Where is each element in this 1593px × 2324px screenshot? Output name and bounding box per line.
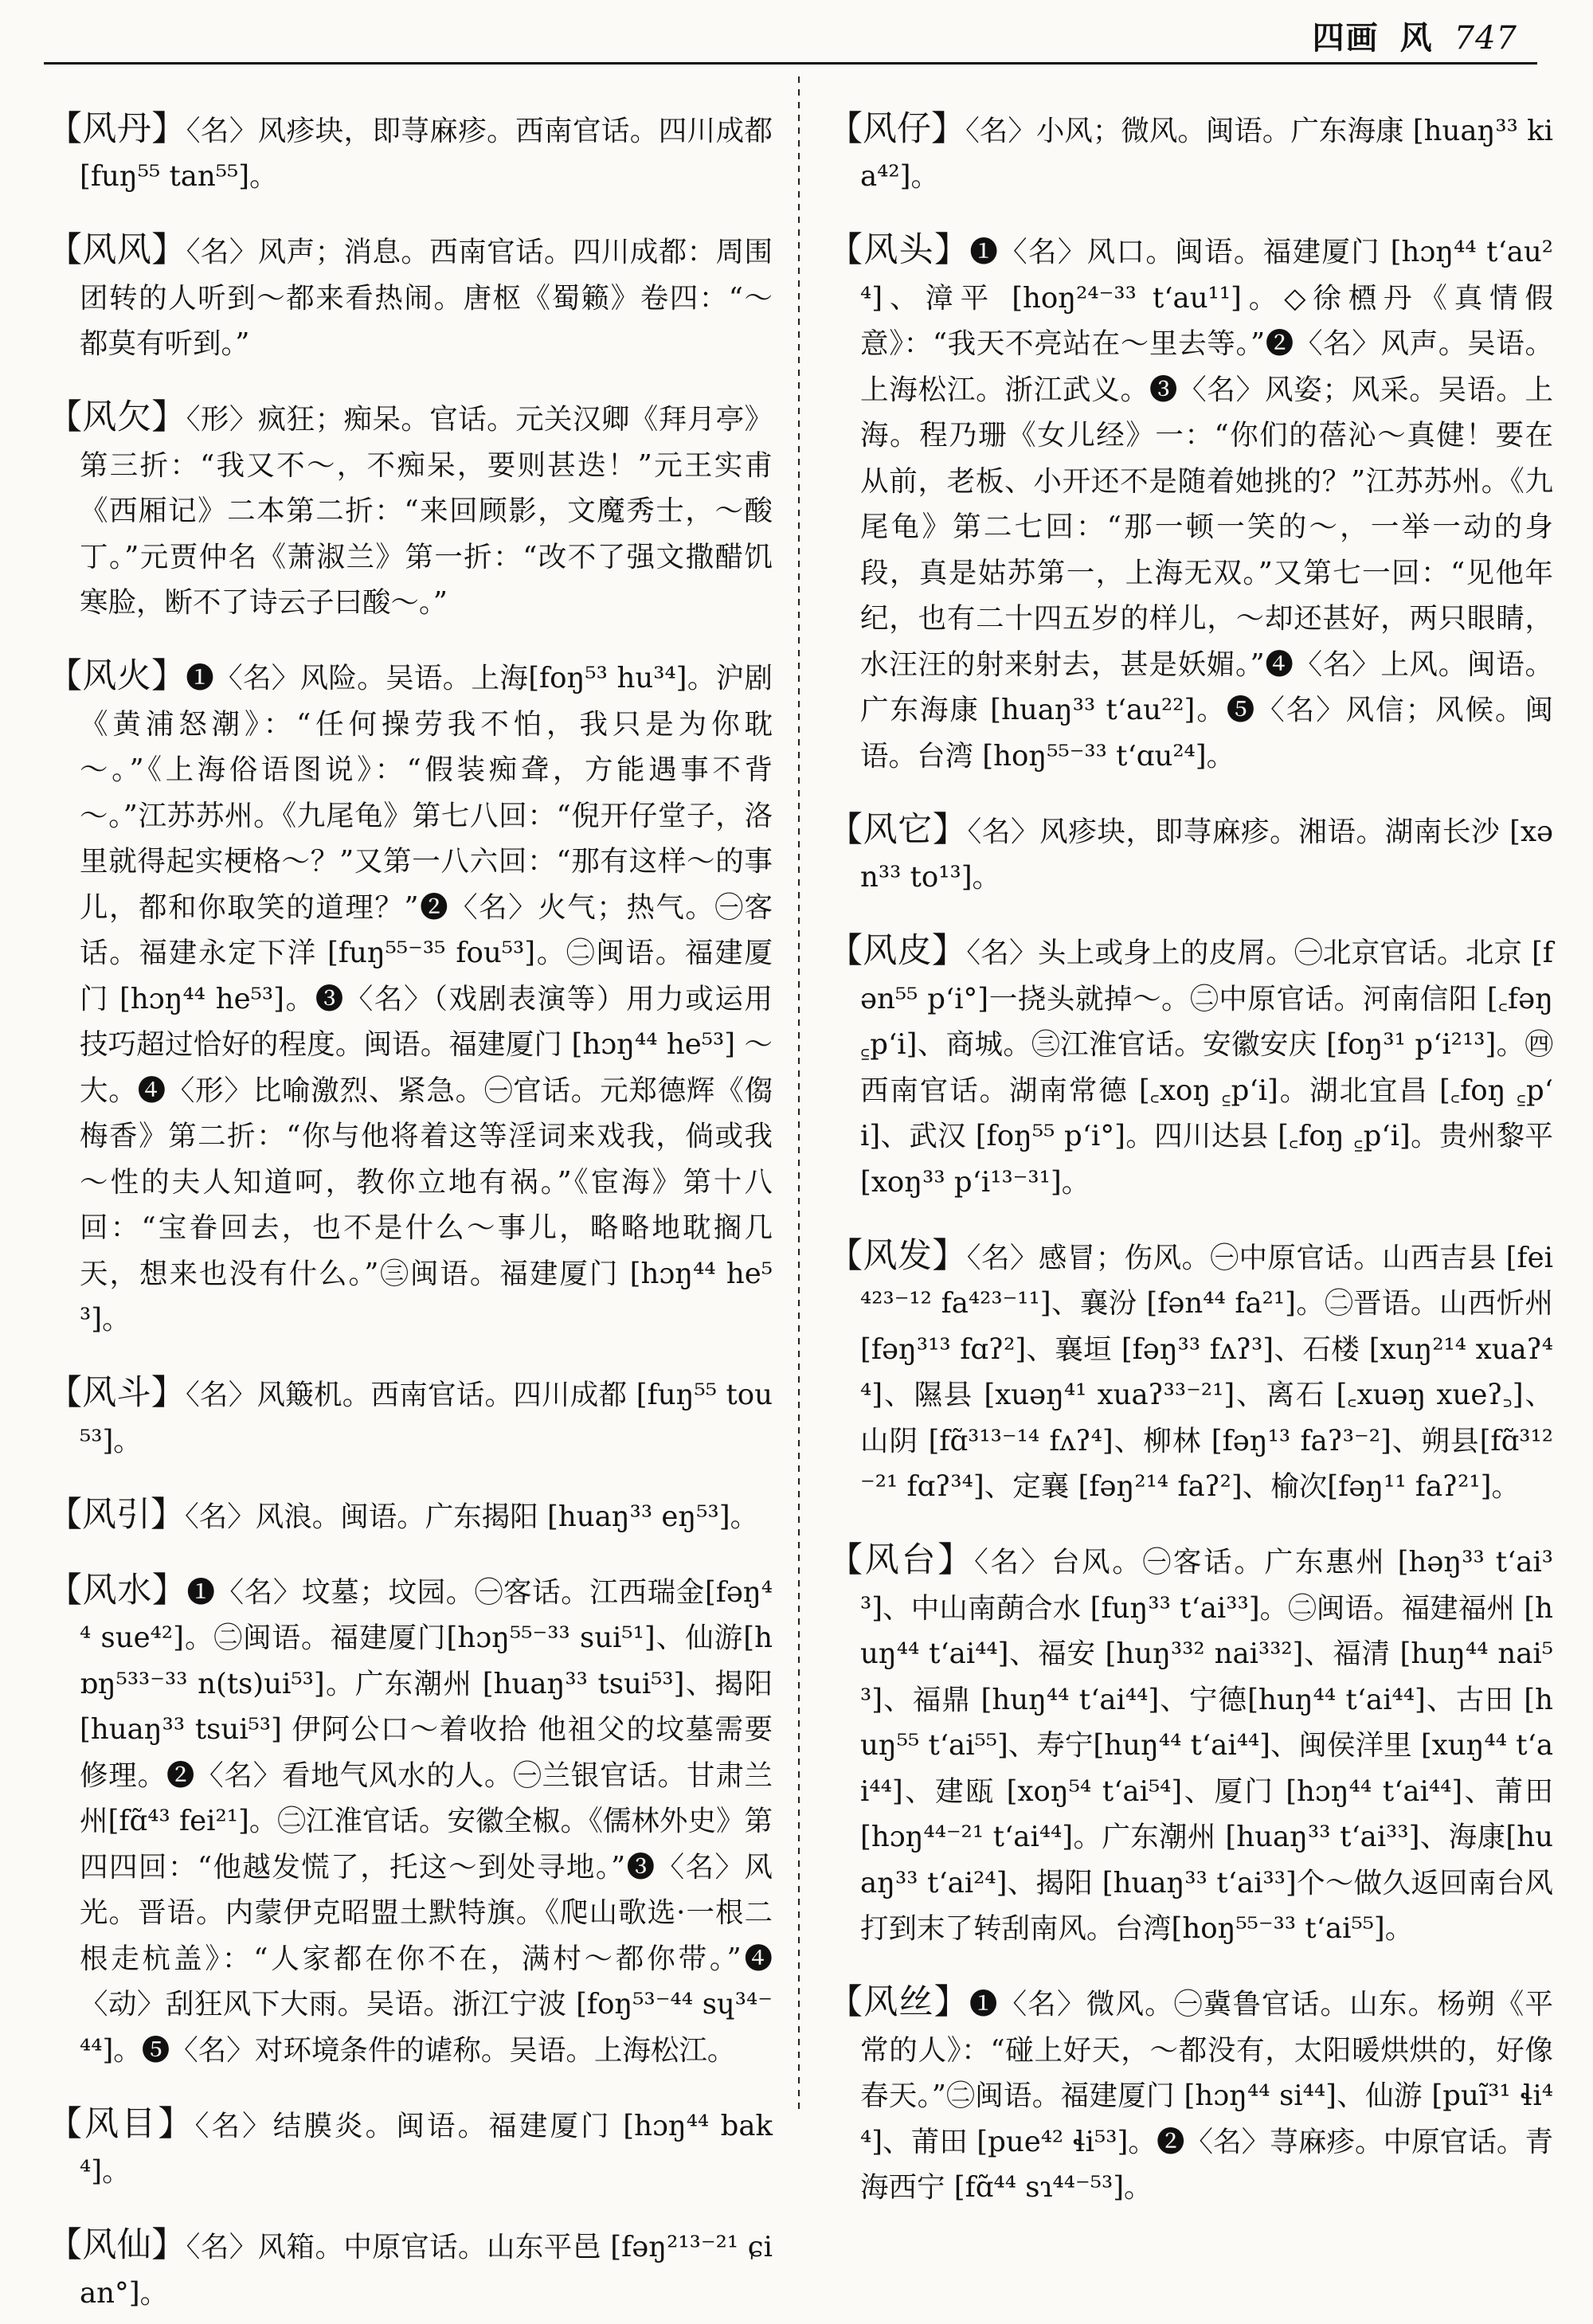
entry-headword: 【风欠】 <box>48 397 186 437</box>
dictionary-entry <box>48 1568 773 2074</box>
entry-text: 〈名〉小风；微风。闽语。广东海康 [huaŋ³³ kia⁴²]。 <box>860 114 1553 193</box>
dictionary-entry <box>828 1980 1553 2211</box>
running-head <box>1313 13 1517 58</box>
head-character: 风 <box>1399 19 1434 57</box>
entry-headword: 【风发】 <box>828 1235 967 1276</box>
left-column <box>48 78 773 2324</box>
entry-headword: 【风丝】 <box>828 1982 969 2022</box>
entry-text: 〈名〉风疹块，即荨麻疹。西南官话。四川成都 [fuŋ⁵⁵ tan⁵⁵]。 <box>80 114 773 193</box>
page-number: 747 <box>1454 20 1517 57</box>
dictionary-entry <box>828 1234 1553 1510</box>
dictionary-entry <box>48 1371 773 1464</box>
dictionary-entry <box>48 1493 773 1540</box>
dictionary-entry <box>828 929 1553 1205</box>
entry-headword: 【风风】 <box>48 230 186 270</box>
entry-text: 〈名〉风簸机。西南官话。四川成都 [fuŋ⁵⁵ tou⁵³]。 <box>80 1379 773 1457</box>
entry-text: 〈名〉头上或身上的皮屑。㊀北京官话。北京 [fən⁵⁵ pʻi°]一挠头就掉～。㊁中原官话。河南信阳 [꜀fəŋ ꜁pʻi]、商城。㊂江淮官话。安徽安庆 [foŋ³¹ pʻi²¹³]。㊃西南官话。湖南常德 [꜀xoŋ ꜁pʻi]。湖北宜昌 [꜀foŋ ꜁pʻi]、武汉 [foŋ⁵⁵ pʻi°]。四川达县 [꜀foŋ ꜁pʻi]。贵州黎平 [xoŋ³³ pʻi¹³⁻³¹]。 <box>860 937 1554 1199</box>
entry-headword: 【风斗】 <box>48 1373 186 1413</box>
dictionary-entry <box>828 808 1553 901</box>
entry-text: 〈名〉风声；消息。西南官话。四川成都：周围团转的人听到～都来看热闹。唐枢《蜀籁》卷四：“～都莫有听到。” <box>80 236 773 360</box>
entry-text: ❶〈名〉风险。吴语。上海[foŋ⁵³ hu³⁴]。沪剧《黄浦怒潮》：“任何操劳我不怕，我只是为你耽～。”《上海俗语图说》：“假装痴聋，方能遇事不背～。”江苏苏州。《九尾龟》第七八回：“倪开仔堂子，洛里就得起实梗格～？”又第一八六回：“那有这样～的事儿，都和你取笑的道理？”❷〈名〉火气；热气。㊀客话。福建永定下洋 [fuŋ⁵⁵⁻³⁵ fou⁵³]。㊁闽语。福建厦门 [hɔŋ⁴⁴ he⁵³]。❸〈名〉（戏剧表演等）用力或运用技巧超过恰好的程度。闽语。福建厦门 [hɔŋ⁴⁴ he⁵³] ～大。❹〈形〉比喻激烈、紧急。㊀官话。元郑德辉《㑳梅香》第二折：“你与他将着这等淫词来戏我，倘或我～性的夫人知道呵，教你立地有祸。”《宦海》第十八回：“宝眷回去，也不是什么～事儿，略略地耽搁几天，想来也没有什么。”㊂闽语。福建厦门 [hɔŋ⁴⁴ he⁵³]。 <box>80 662 773 1336</box>
entry-text: ❶〈名〉微风。㊀冀鲁官话。山东。杨朔《平常的人》：“碰上好天，～都没有，太阳暖烘烘的，好像春天。”㊁闽语。福建厦门 [hɔŋ⁴⁴ si⁴⁴]、仙游 [puĩ³¹ ɬi⁴⁴]、莆田 [pue⁴² ɬi⁵³]。❷〈名〉荨麻疹。中原官话。青海西宁 [fɑ̃⁴⁴ sɿ⁴⁴⁻⁵³]。 <box>860 1988 1553 2204</box>
dictionary-entry <box>828 107 1553 200</box>
entry-headword: 【风台】 <box>828 1540 974 1580</box>
dictionary-entry <box>48 395 773 626</box>
entry-headword: 【风水】 <box>48 1570 187 1610</box>
entry-headword: 【风它】 <box>828 809 968 850</box>
header-rule <box>44 62 1537 65</box>
entry-text: 〈名〉感冒；伤风。㊀中原官话。山西吉县 [fei⁴²³⁻¹² fa⁴²³⁻¹¹]、襄汾 [fən⁴⁴ fa²¹]。㊁晋语。山西忻州 [fəŋ³¹³ fɑʔ²]、襄垣 [fəŋ³³ fʌʔ³]、石楼 [xuŋ²¹⁴ xuaʔ⁴⁴]、隰县 [xuəŋ⁴¹ xuaʔ³³⁻²¹]、离石 [꜀xuəŋ xueʔ꜆]、山阴 [fɑ̃³¹³⁻¹⁴ fʌʔ⁴]、柳林 [fəŋ¹³ faʔ³⁻²]、朔县[fɑ̃³¹²⁻²¹ fɑʔ³⁴]、定襄 [fəŋ²¹⁴ faʔ²]、榆次[fəŋ¹¹ faʔ²¹]。 <box>860 1241 1554 1503</box>
dictionary-entry <box>48 228 773 367</box>
entry-headword: 【风目】 <box>48 2103 195 2144</box>
entry-text: 〈名〉台风。㊀客话。广东惠州 [həŋ³³ tʻai³³]、中山南蓢合水 [fuŋ³³ tʻai³³]。㊁闽语。福建福州 [huŋ⁴⁴ tʻai⁴⁴]、福安 [huŋ³³² nai³³²]、福清 [huŋ⁴⁴ nai⁵³]、福鼎 [huŋ⁴⁴ tʻai⁴⁴]、宁德[huŋ⁴⁴ tʻai⁴⁴]、古田 [huŋ⁵⁵ tʻai⁵⁵]、寿宁[huŋ⁴⁴ tʻai⁴⁴]、闽侯洋里 [xuŋ⁴⁴ tʻai⁴⁴]、建瓯 [xoŋ⁵⁴ tʻai⁵⁴]、厦门 [hɔŋ⁴⁴ tʻai⁴⁴]、莆田 [hɔŋ⁴⁴⁻²¹ tʻai⁴⁴]。广东潮州 [huaŋ³³ tʻai³³]、海康[huaŋ³³ tʻai²⁴]、揭阳 [huaŋ³³ tʻai³³]个～做久返回南台风打到末了转刮南风。台湾[hoŋ⁵⁵⁻³³ tʻai⁵⁵]。 <box>860 1546 1553 1945</box>
entry-headword: 【风火】 <box>48 656 186 696</box>
entry-headword: 【风丹】 <box>48 108 186 149</box>
entry-text: 〈形〉疯狂；痴呆。官话。元关汉卿《拜月亭》第三折：“我又不～，不痴呆，要则甚迭！”元王实甫《西厢记》二本第二折：“来回顾影，文魔秀士，～酸丁。”元贾仲名《萧淑兰》第一折：“改不了强文撒醋饥寒脸，断不了诗云子曰酸～。” <box>80 403 773 619</box>
dictionary-entry <box>828 1538 1553 1952</box>
entry-text: 〈名〉结膜炎。闽语。福建厦门 [hɔŋ⁴⁴ bak⁴]。 <box>80 2109 773 2188</box>
entry-text: 〈名〉风箱。中原官话。山东平邑 [fəŋ²¹³⁻²¹ ɕian°]。 <box>80 2231 773 2310</box>
entry-headword: 【风皮】 <box>828 931 967 971</box>
entry-headword: 【风仔】 <box>828 108 966 149</box>
entry-headword: 【风引】 <box>48 1494 185 1535</box>
dictionary-entry <box>48 107 773 200</box>
dictionary-entry <box>48 654 773 1343</box>
entry-headword: 【风仙】 <box>48 2225 186 2265</box>
dictionary-entry <box>48 2102 773 2195</box>
section-label: 四画 <box>1312 19 1380 57</box>
column-divider <box>798 76 800 2115</box>
right-column <box>828 78 1553 2219</box>
page-header <box>0 0 1593 67</box>
entry-text: 〈名〉风浪。闽语。广东揭阳 [huaŋ³³ eŋ⁵³]。 <box>185 1500 759 1533</box>
dictionary-entry <box>48 2223 773 2316</box>
entry-headword: 【风头】 <box>828 230 970 270</box>
entry-text: ❶〈名〉坟墓；坟园。㊀客话。江西瑞金[fəŋ⁴⁴ sue⁴²]。㊁闽语。福建厦门[hɔŋ⁵⁵⁻³³ sui⁵¹]、仙游[hɒŋ⁵³³⁻³³ n(ts)ui⁵³]。广东潮州 [huaŋ³³ tsui⁵³]、揭阳 [huaŋ³³ tsui⁵³] 伊阿公口～着收拾 他祖父的坟墓需要修理。❷〈名〉看地气风水的人。㊀兰银官话。甘肃兰州[fɑ̃⁴³ fei²¹]。㊁江淮官话。安徽全椒。《儒林外史》第四四回：“他越发慌了，托这～到处寻地。”❸〈名〉风光。晋语。内蒙伊克昭盟土默特旗。《爬山歌选·一根二根走杭盖》：“人家都在你不在，满村～都你带。”❹〈动〉刮狂风下大雨。吴语。浙江宁波 [foŋ⁵³⁻⁴⁴ sɥ³⁴⁻⁴⁴]。❺〈名〉对环境条件的谑称。吴语。上海松江。 <box>80 1575 773 2067</box>
entry-text: ❶〈名〉风口。闽语。福建厦门 [hɔŋ⁴⁴ tʻau²⁴]、漳平 [hoŋ²⁴⁻³³ tʻau¹¹]。◇徐槱丹《真情假意》：“我天不亮站在～里去等。”❷〈名〉风声。吴语。上海松江。浙江武义。❸〈名〉风姿；风采。吴语。上海。程乃珊《女儿经》一：“你们的蓓沁～真健！要在从前，老板、小开还不是随着她挑的？”江苏苏州。《九尾龟》第二七回：“那一顿一笑的～，一举一动的身段，真是姑苏第一，上海无双。”又第七一回：“见他年纪，也有二十四五岁的样儿，～却还甚好，两只眼睛，水汪汪的射来射去，甚是妖媚。”❹〈名〉上风。闽语。广东海康 [huaŋ³³ tʻau²²]。❺〈名〉风信；风候。闽语。台湾 [hoŋ⁵⁵⁻³³ tʻɑu²⁴]。 <box>860 236 1553 773</box>
dictionary-entry <box>828 228 1553 779</box>
entry-text: 〈名〉风疹块，即荨麻疹。湘语。湖南长沙 [xən³³ to¹³]。 <box>860 815 1553 894</box>
